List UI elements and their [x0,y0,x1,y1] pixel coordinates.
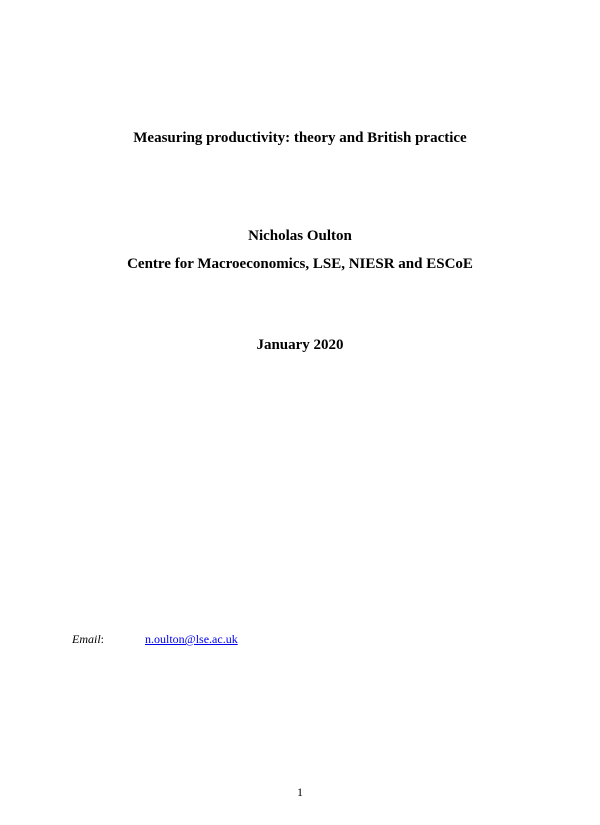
page-number: 1 [297,785,303,799]
author-affiliation: Centre for Macroeconomics, LSE, NIESR and ESCoE [127,256,473,272]
email-label: Email [72,632,101,646]
paper-title: Measuring productivity: theory and British practice [133,130,467,146]
email-label-colon: : [100,632,105,646]
author-name: Nicholas Oulton [248,228,352,244]
publication-date: January 2020 [256,337,344,353]
email-row [72,632,238,647]
email-label-wrapper [72,632,145,647]
email-link[interactable]: n.oulton@lse.ac.uk [145,632,238,646]
